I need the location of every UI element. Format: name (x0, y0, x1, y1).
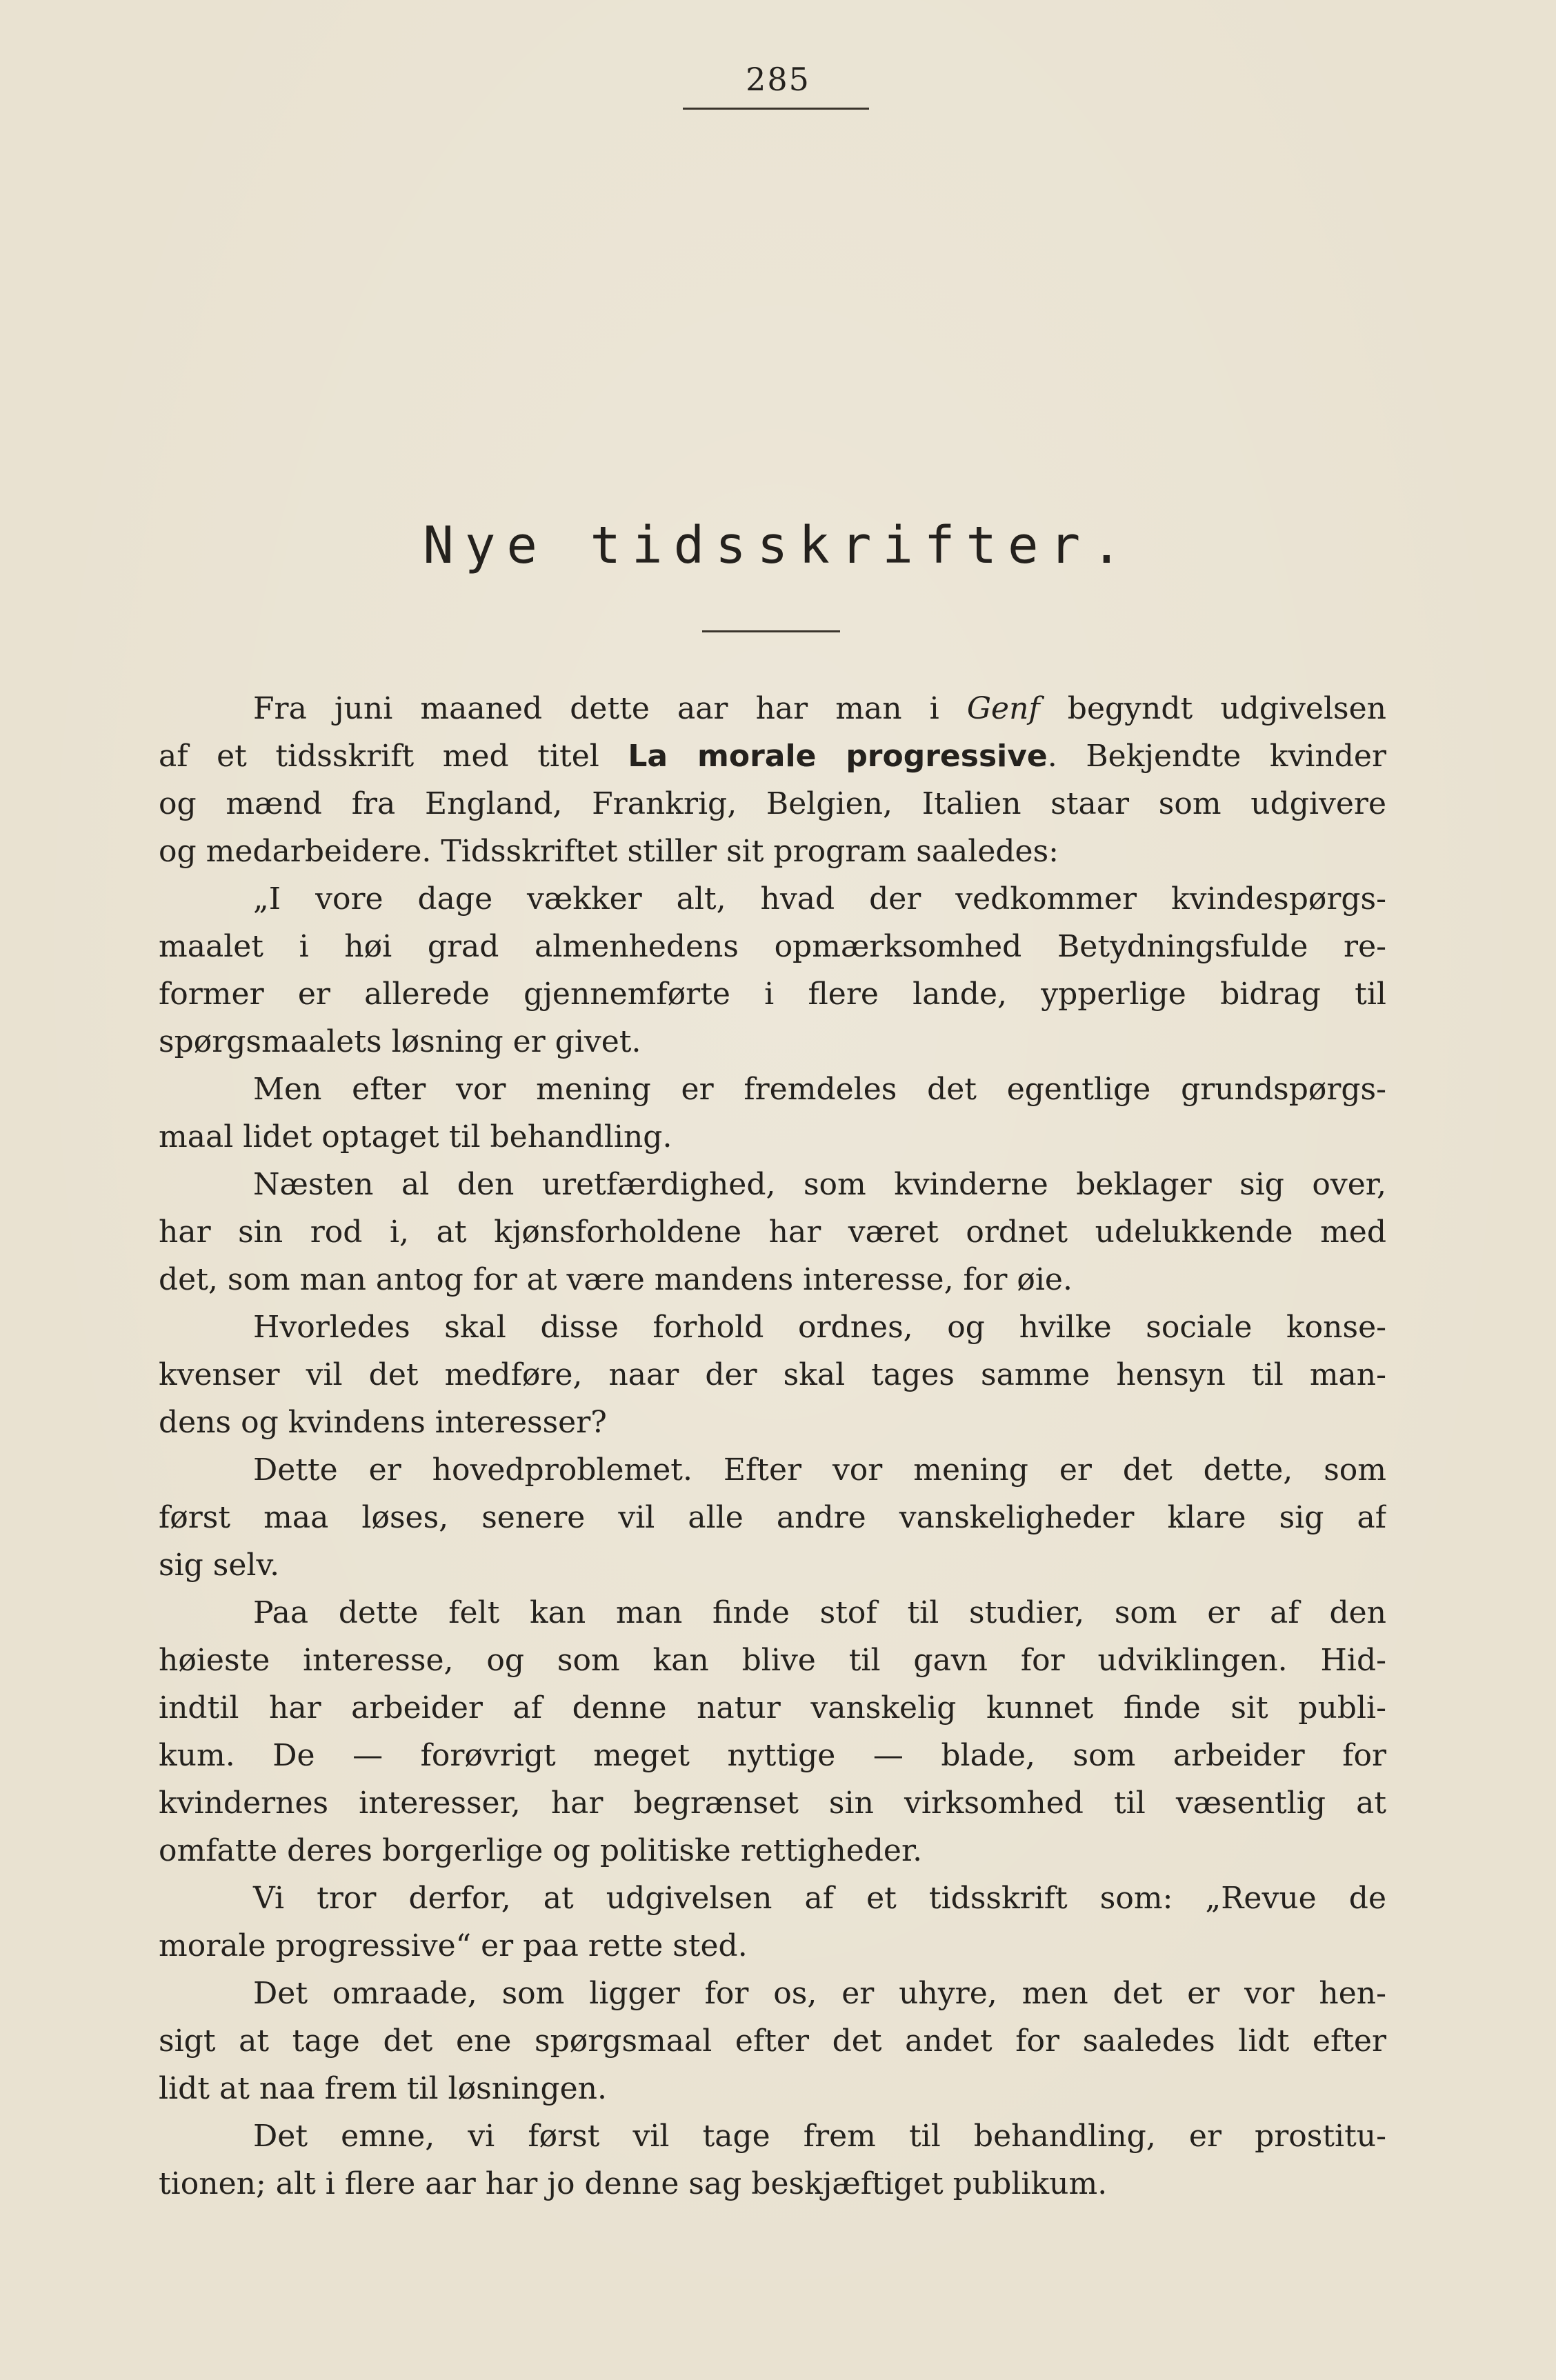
text-span: Men efter vor mening er fremdeles det egentlige grundspørgs- (253, 1072, 1386, 1107)
body-text (159, 685, 1386, 2208)
text-span: Fra juni maaned dette aar har man i (253, 691, 967, 726)
text-line (159, 2065, 1386, 2112)
text-span: sig selv. (159, 1548, 280, 1583)
italic-span: Genf (966, 691, 1040, 726)
text-line (159, 1494, 1386, 1541)
text-span: Næsten al den uretfærdighed, som kvinderne beklager sig over, (253, 1167, 1386, 1202)
text-span: kvenser vil det medføre, naar der skal tages samme hensyn til man- (159, 1357, 1386, 1392)
section-title: Nye tidsskrifter. (423, 516, 1133, 575)
text-span: Vi tror derfor, at udgivelsen af et tidsskrift som: „Revue de (253, 1881, 1386, 1916)
text-line (159, 1351, 1386, 1399)
text-line (159, 1637, 1386, 1684)
journal-title-span: La morale progressive (628, 739, 1048, 774)
text-line (159, 875, 1386, 923)
text-line (159, 1446, 1386, 1494)
text-line (159, 1779, 1386, 1827)
text-line (159, 828, 1386, 875)
text-span: kvindernes interesser, har begrænset sin virksomhed til væsentlig at (159, 1786, 1386, 1821)
text-line (159, 1399, 1386, 1446)
text-line (159, 1303, 1386, 1351)
text-span: omfatte deres borgerlige og politiske rettigheder. (159, 1833, 923, 1868)
text-line (159, 1161, 1386, 1208)
text-span: sigt at tage det ene spørgsmaal efter det andet for saaledes lidt efter (159, 2023, 1386, 2059)
text-span: og mænd fra England, Frankrig, Belgien, Italien staar som udgivere (159, 786, 1386, 821)
text-span: indtil har arbeider af denne natur vanskelig kunnet finde sit publi- (159, 1690, 1386, 1726)
text-span: Det omraade, som ligger for os, er uhyre, men det er vor hen- (253, 1976, 1386, 2011)
text-line (159, 923, 1386, 970)
text-span: maal lidet optaget til behandling. (159, 1119, 672, 1154)
text-span: spørgsmaalets løsning er givet. (159, 1024, 641, 1059)
text-span: Det emne, vi først vil tage frem til behandling, er prostitu- (253, 2119, 1386, 2154)
text-line (159, 1827, 1386, 1874)
text-line (159, 970, 1386, 1018)
page-number-rule (683, 108, 869, 110)
text-line (159, 1589, 1386, 1637)
text-line (159, 1066, 1386, 1113)
text-span: høieste interesse, og som kan blive til gavn for udviklingen. Hid- (159, 1643, 1386, 1678)
text-line (159, 2160, 1386, 2208)
text-line (159, 1874, 1386, 1922)
text-line (159, 1541, 1386, 1589)
text-span: dens og kvindens interesser? (159, 1405, 607, 1440)
text-line (159, 1208, 1386, 1256)
text-span: begyndt udgivelsen (1039, 691, 1386, 726)
text-span: lidt at naa frem til løsningen. (159, 2071, 607, 2106)
text-span: tionen; alt i flere aar har jo denne sag beskjæftiget publikum. (159, 2166, 1108, 2201)
text-line (159, 1970, 1386, 2017)
text-line (159, 2017, 1386, 2065)
text-span: former er allerede gjennemførte i flere lande, ypperlige bidrag til (159, 977, 1386, 1012)
text-span: . Bekjendte kvinder (1047, 739, 1386, 774)
text-span: „I vore dage vækker alt, hvad der vedkommer kvindespørgs- (253, 881, 1386, 917)
text-span: kum. De — forøvrigt meget nyttige — blade, som arbeider for (159, 1738, 1386, 1773)
text-line (159, 1018, 1386, 1066)
text-line (159, 685, 1386, 732)
text-span: af et tidsskrift med titel (159, 739, 628, 774)
page-number: 285 (746, 61, 810, 98)
text-span: morale progressive“ er paa rette sted. (159, 1928, 748, 1963)
text-span: det, som man antog for at være mandens interesse, for øie. (159, 1262, 1073, 1297)
text-span: maalet i høi grad almenhedens opmærksomhed Betydningsfulde re- (159, 929, 1386, 964)
text-line (159, 2112, 1386, 2160)
text-line (159, 1256, 1386, 1303)
text-span: og medarbeidere. Tidsskriftet stiller sit program saaledes: (159, 834, 1059, 869)
text-span: Paa dette felt kan man finde stof til studier, som er af den (253, 1595, 1386, 1630)
text-line (159, 1732, 1386, 1779)
text-line (159, 1922, 1386, 1970)
title-rule (702, 630, 840, 632)
text-span: Hvorledes skal disse forhold ordnes, og hvilke sociale konse- (253, 1310, 1386, 1345)
text-span: har sin rod i, at kjønsforholdene har været ordnet udelukkende med (159, 1214, 1386, 1250)
text-line (159, 780, 1386, 828)
text-line (159, 732, 1386, 780)
text-span: først maa løses, senere vil alle andre vanskeligheder klare sig af (159, 1500, 1386, 1535)
text-line (159, 1113, 1386, 1161)
text-line (159, 1684, 1386, 1732)
text-span: Dette er hovedproblemet. Efter vor mening er det dette, som (253, 1452, 1386, 1488)
